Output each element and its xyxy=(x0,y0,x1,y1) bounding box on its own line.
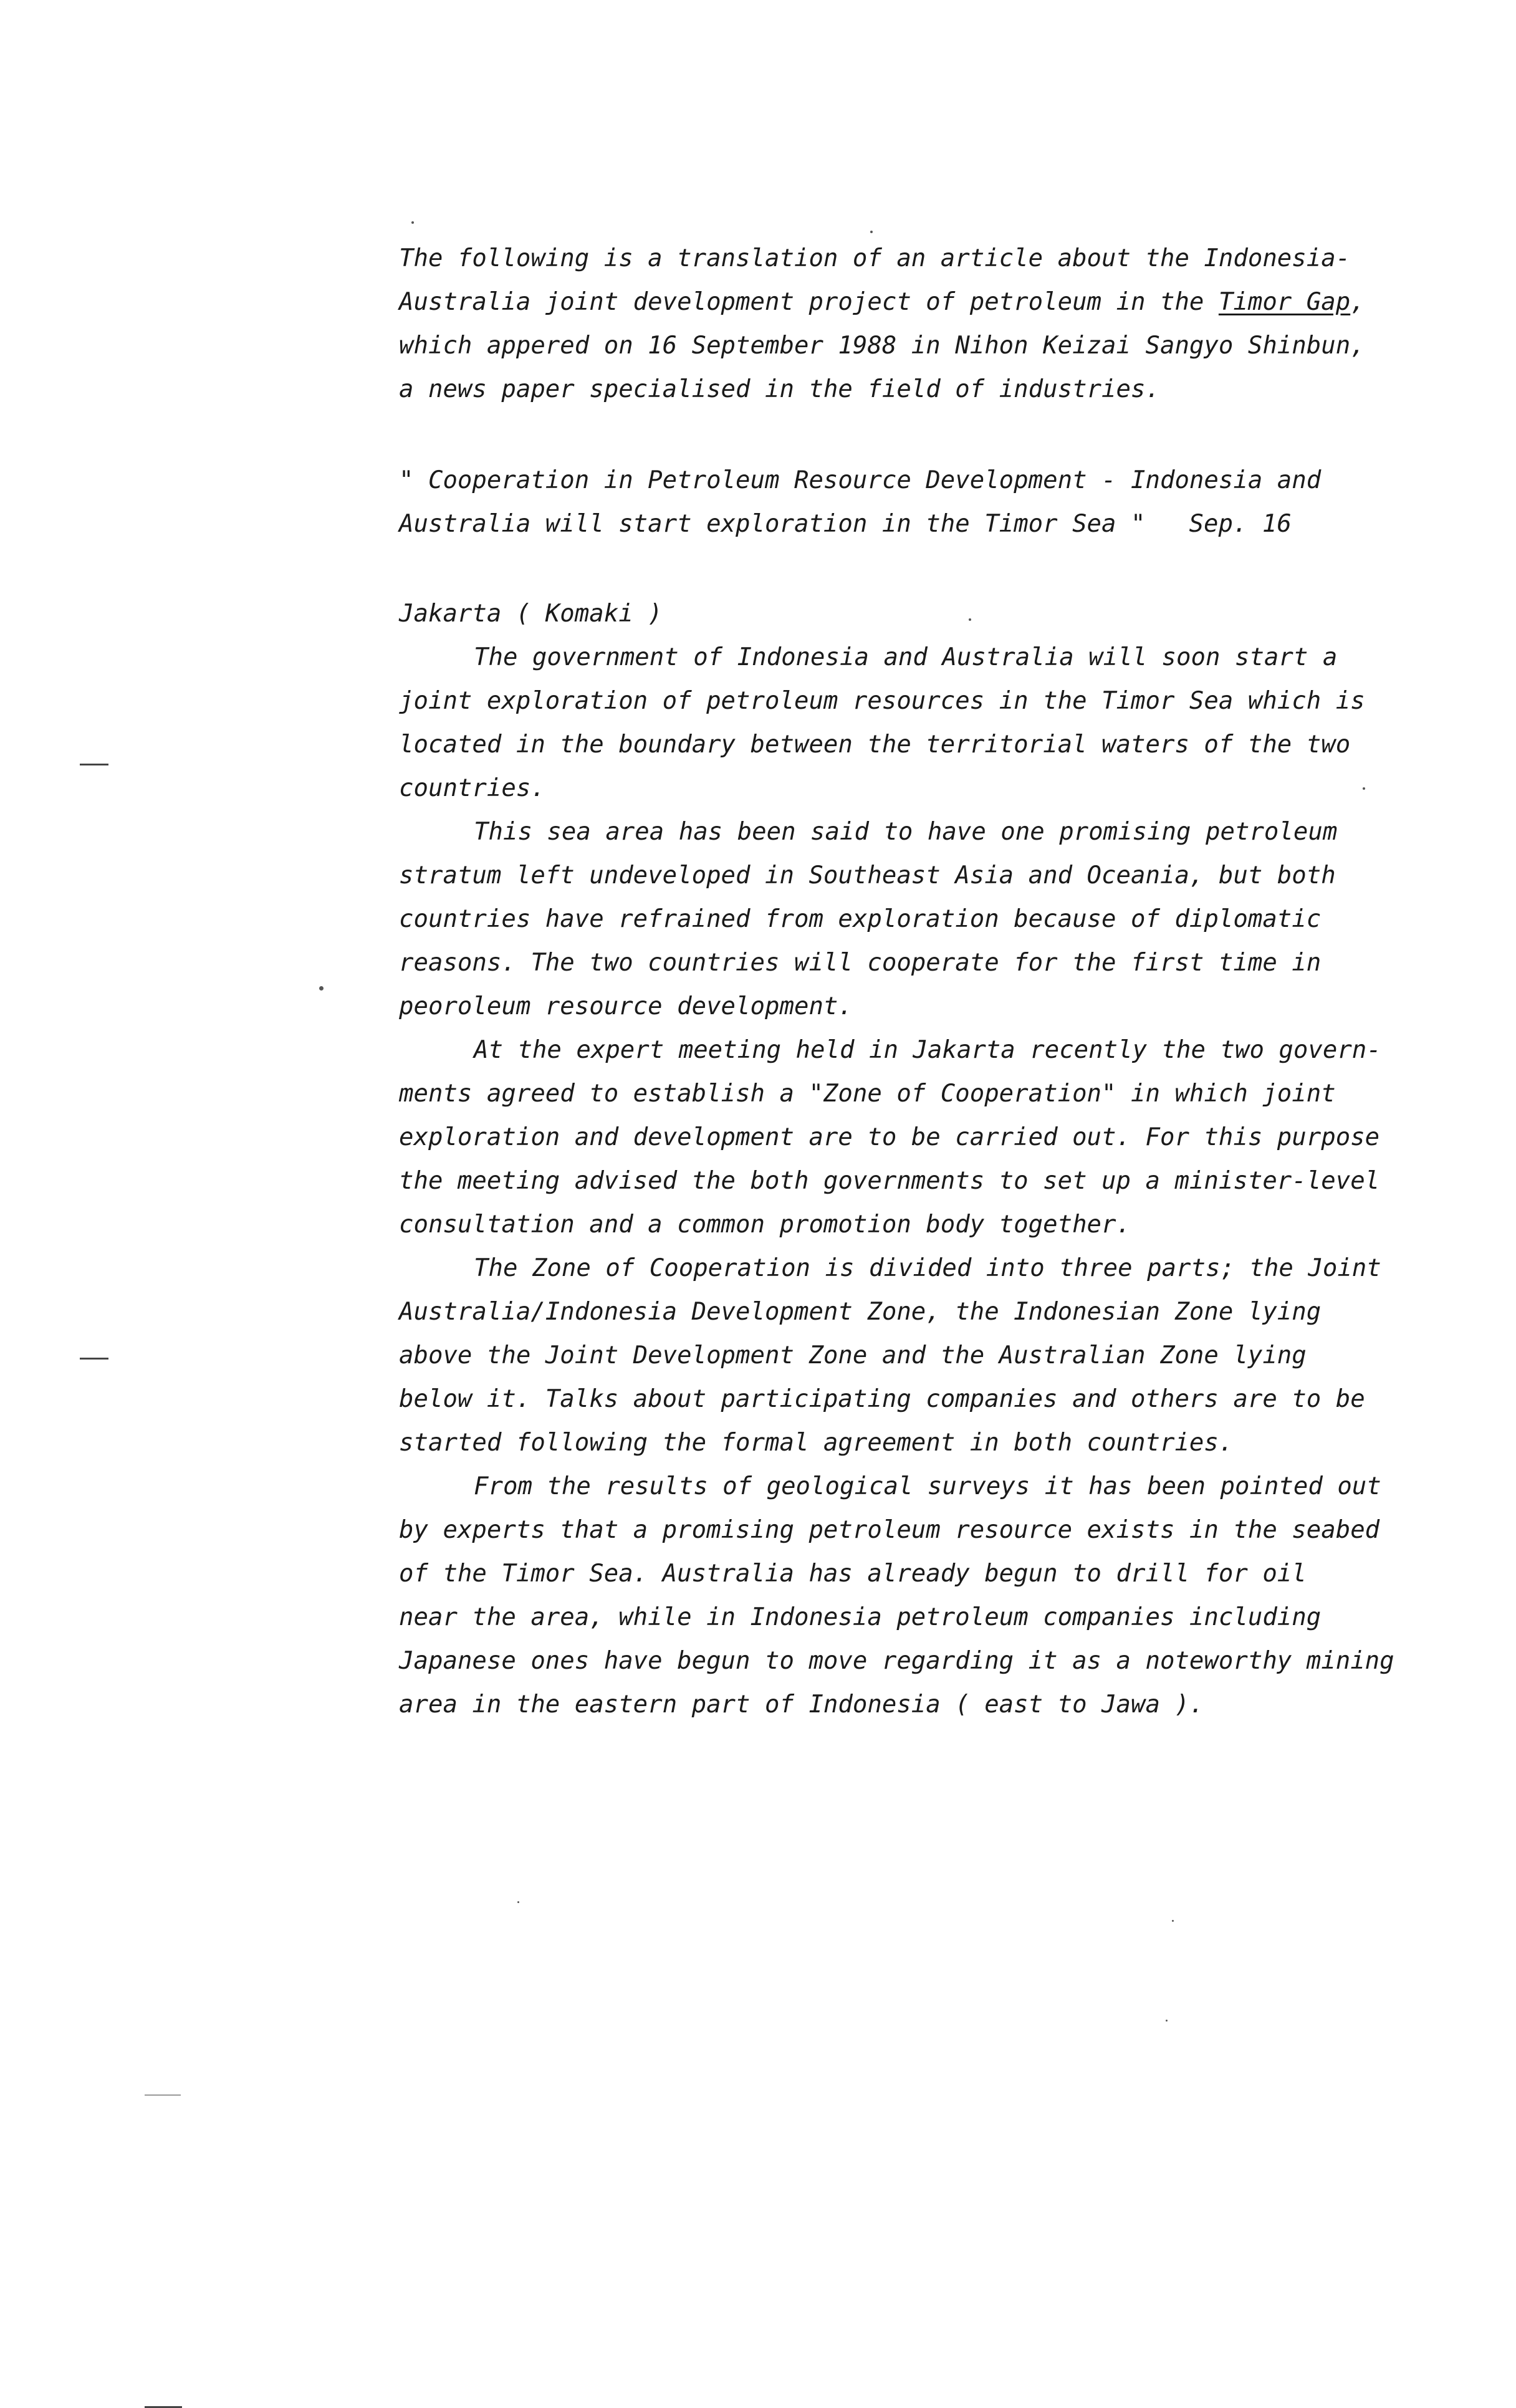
headline-text: Australia will start exploration in the Timor Sea " xyxy=(399,510,1146,538)
intro-line: The following is a translation of an article about the Indonesia- xyxy=(399,244,1351,272)
paragraph-line: stratum left undeveloped in Southeast Asia and Oceania, but both xyxy=(399,861,1336,890)
paragraph-line: started following the formal agreement in both countries. xyxy=(399,1429,1234,1457)
paragraph-line: reasons. The two countries will cooperate for the first time in xyxy=(399,949,1322,977)
paragraph-line: The government of Indonesia and Australia will soon start a xyxy=(474,643,1338,671)
paragraph-line: Japanese ones have begun to move regarding it as a noteworthy mining xyxy=(399,1647,1394,1675)
headline-line xyxy=(399,502,1409,546)
scan-mark xyxy=(80,764,108,765)
intro-line: which appered on 16 September 1988 in Nihon Keizai Sangyo Shinbun, xyxy=(399,332,1365,360)
scan-mark xyxy=(80,1358,108,1360)
paragraph-line: countries have refrained from exploration because of diplomatic xyxy=(399,905,1322,933)
paragraph-line: countries. xyxy=(399,774,545,802)
paragraph xyxy=(399,1465,1409,1727)
paragraph-line: This sea area has been said to have one promising petroleum xyxy=(474,818,1338,846)
paragraph xyxy=(399,810,1409,1029)
intro-line: a news paper specialised in the field of industries. xyxy=(399,375,1160,403)
paragraph-line: by experts that a promising petroleum resource exists in the seabed xyxy=(399,1516,1380,1544)
paragraph xyxy=(399,636,1409,810)
paragraph-line: near the area, while in Indonesia petroleum companies including xyxy=(399,1603,1322,1631)
paragraph-line: the meeting advised the both governments to set up a minister-level xyxy=(399,1167,1380,1195)
scan-speck xyxy=(411,221,414,224)
paragraph-line: above the Joint Development Zone and the Australian Zone lying xyxy=(399,1341,1307,1369)
headline-line: " Cooperation in Petroleum Resource Development - Indonesia and xyxy=(399,466,1322,494)
article-body xyxy=(399,592,1409,1727)
paragraph-line: located in the boundary between the territorial waters of the two xyxy=(399,731,1351,759)
paragraph-line: joint exploration of petroleum resources in the Timor Sea which is xyxy=(399,687,1365,715)
article-headline xyxy=(399,459,1409,546)
paragraph-line: below it. Talks about participating companies and others are to be xyxy=(399,1385,1365,1413)
timor-gap-underlined: Timor Gap xyxy=(1218,288,1351,316)
scan-speck xyxy=(517,1901,519,1903)
paragraph-line: area in the eastern part of Indonesia ( east to Jawa ). xyxy=(399,1691,1204,1719)
paragraph-line: Australia/Indonesia Development Zone, the Indonesian Zone lying xyxy=(399,1298,1322,1326)
paragraph-line: From the results of geological surveys it has been pointed out xyxy=(474,1472,1381,1500)
scan-mark xyxy=(145,2094,181,2096)
paragraph-line: The Zone of Cooperation is divided into three parts; the Joint xyxy=(474,1254,1381,1282)
paragraph-line: At the expert meeting held in Jakarta recently the two govern- xyxy=(474,1036,1381,1064)
dateline: Jakarta ( Komaki ) xyxy=(399,600,663,628)
scan-speck xyxy=(1363,787,1365,790)
headline-date: Sep. 16 xyxy=(1189,510,1292,538)
scan-speck xyxy=(969,618,971,621)
intro-text: Australia joint development project of petroleum in the xyxy=(399,288,1219,316)
paragraph xyxy=(399,1029,1409,1247)
paragraph-line: ments agreed to establish a "Zone of Cooperation" in which joint xyxy=(399,1080,1336,1108)
scan-speck xyxy=(1166,2020,1168,2022)
scan-speck xyxy=(870,231,873,233)
paragraph-line: peoroleum resource development. xyxy=(399,992,853,1020)
paragraph-line: of the Timor Sea. Australia has already begun to drill for oil xyxy=(399,1560,1307,1588)
paragraph-line: exploration and development are to be carried out. For this purpose xyxy=(399,1123,1380,1151)
scan-speck xyxy=(319,986,324,991)
intro-paragraph xyxy=(399,237,1409,411)
paragraph-line: consultation and a common promotion body together. xyxy=(399,1211,1131,1239)
paragraph xyxy=(399,1247,1409,1465)
intro-text: , xyxy=(1350,288,1365,316)
scan-speck xyxy=(1172,1920,1174,1922)
intro-line xyxy=(399,281,1409,324)
